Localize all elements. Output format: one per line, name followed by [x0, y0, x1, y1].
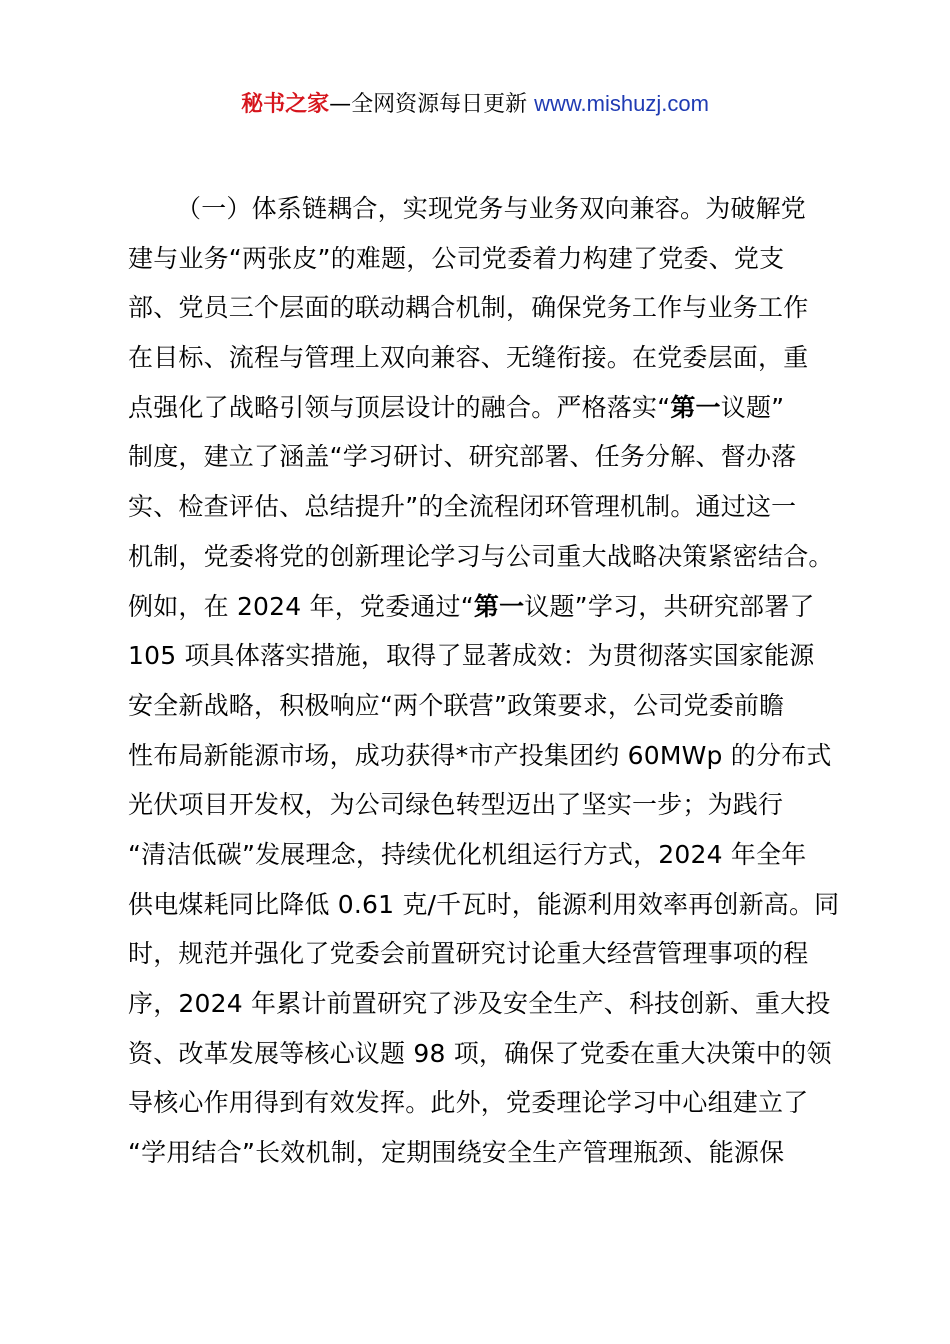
- line-text: 议题”学习，共研究部署了: [524, 591, 815, 621]
- paragraph-line: 导核心作用得到有效发挥。此外，党委理论学习中心组建立了: [128, 1088, 809, 1118]
- header-tagline: —全网资源每日更新: [329, 92, 535, 117]
- site-header: [0, 86, 950, 123]
- site-url-link[interactable]: www.mishuzj.com: [534, 91, 709, 116]
- paragraph-line: 性布局新能源市场，成功获得*市产投集团约 60MWp 的分布式: [128, 740, 832, 770]
- line-text: 点强化了战略引领与顶层设计的融合。严格落实“: [128, 392, 671, 422]
- paragraph-line: [128, 383, 838, 433]
- paragraph-line: 在目标、流程与管理上双向兼容、无缝衔接。在党委层面，重: [128, 343, 809, 373]
- line-text: 议题”: [720, 392, 785, 422]
- bold-keyword: 第一: [670, 392, 721, 422]
- paragraph-line: [128, 582, 838, 632]
- paragraph-line: 105 项具体落实措施，取得了显著成效：为贯彻落实国家能源: [128, 641, 815, 671]
- bold-keyword: 第一: [473, 591, 525, 621]
- paragraph-line: （一）体系链耦合，实现党务与业务双向兼容。为破解党: [176, 194, 807, 223]
- article-body: [128, 184, 838, 1178]
- paragraph-line: 机制，党委将党的创新理论学习与公司重大战略决策紧密结合。: [128, 541, 834, 571]
- brand-name: 秘书之家: [241, 92, 330, 117]
- paragraph-line: “清洁低碳”发展理念，持续优化机组运行方式，2024 年全年: [128, 839, 807, 869]
- paragraph-line: 供电煤耗同比降低 0.61 克/千瓦时，能源利用效率再创新高。同: [128, 889, 840, 919]
- paragraph-line: 资、改革发展等核心议题 98 项，确保了党委在重大决策中的领: [128, 1038, 832, 1068]
- paragraph-line: 光伏项目开发权，为公司绿色转型迈出了坚实一步；为践行: [128, 790, 784, 820]
- paragraph-line: 实、检查评估、总结提升”的全流程闭环管理机制。通过这一: [128, 492, 797, 522]
- paragraph-line: “学用结合”长效机制，定期围绕安全生产管理瓶颈、能源保: [128, 1138, 785, 1168]
- paragraph-line: 安全新战略，积极响应“两个联营”政策要求，公司党委前瞻: [128, 690, 785, 720]
- paragraph-line: 建与业务“两张皮”的难题，公司党委着力构建了党委、党支: [128, 243, 785, 273]
- paragraph-line: 时，规范并强化了党委会前置研究讨论重大经营管理事项的程: [128, 939, 809, 969]
- paragraph-line: 部、党员三个层面的联动耦合机制，确保党务工作与业务工作: [128, 293, 809, 323]
- line-text: 例如，在 2024 年，党委通过“: [128, 591, 474, 621]
- paragraph-line: 序，2024 年累计前置研究了涉及安全生产、科技创新、重大投: [128, 989, 831, 1018]
- paragraph-line: 制度，建立了涵盖“学习研讨、研究部署、任务分解、督办落: [128, 442, 797, 472]
